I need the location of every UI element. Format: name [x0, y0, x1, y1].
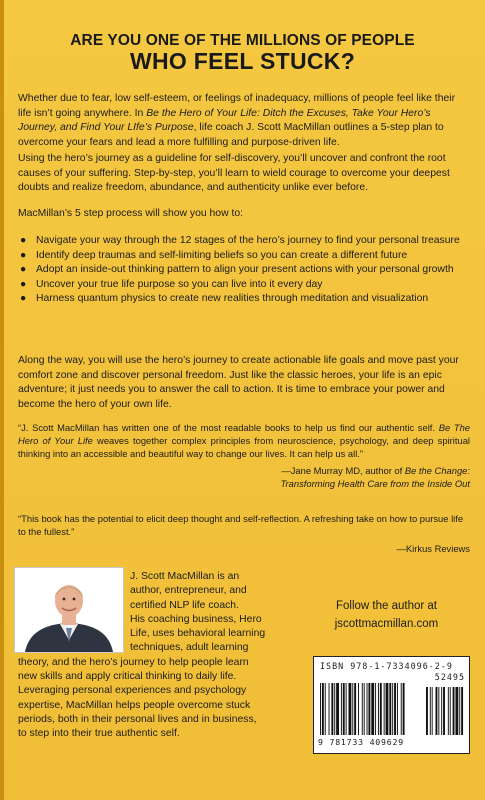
bio-line: techniques, adult learning [130, 642, 249, 654]
bio-line: author, entrepreneur, and [130, 585, 247, 597]
endorsement-quote-2-text: “This book has the potential to elicit deep thought and self-reflection. A refreshing take on how to pursue life to the fullest.” [18, 513, 464, 537]
bio-line: to step into their true authentic self. [18, 728, 180, 740]
list-item-text: Identify deep traumas and self-limiting beliefs so you can create a different future [36, 249, 408, 261]
endorsement-quote-2-attribution: —Kirkus Reviews [396, 543, 470, 554]
quote-1-book-title: Be The Hero of Your Life [18, 422, 470, 446]
paragraph-3-text: MacMillan’s 5 step process will show you how to: [18, 208, 244, 219]
isbn-number: ISBN 978-1-7334096-2-9 [320, 661, 453, 671]
bio-line: new skills and apply critical thinking to daily life. [18, 671, 237, 683]
isbn-barcode [313, 656, 470, 754]
bio-line: His coaching business, Hero [130, 613, 262, 625]
endorsement-quote-1-text [18, 421, 470, 460]
bio-line: periods, both in their personal lives and in business, [18, 713, 257, 725]
list-item-text: Uncover your true life purpose so you can live into it every day [36, 278, 323, 290]
quote-1-author: —Jane Murray MD, author of [281, 465, 405, 476]
intro-text-start: Whether due to fear, low self-esteem, or feelings of inadequacy, millions of people feel like their life isn’t going anywhere. In [18, 93, 456, 119]
quote-1-part-b: weaves together complex principles from neuroscience, psychology, and deep spiritual thinking into an accessible and beautiful way to change our lives. It can help us all.” [18, 435, 470, 459]
intro-text-end: , life coach J. Scott MacMillan outlines a 5-step plan to overcome your fears and lead a more fulfilling and purpose-driven life. [18, 122, 444, 148]
cover-spine-edge [0, 0, 4, 800]
list-item [18, 292, 470, 307]
headline-line-1: ARE YOU ONE OF THE MILLIONS OF PEOPLE [70, 32, 415, 49]
author-bio [18, 570, 306, 742]
list-item [18, 278, 470, 293]
bio-line: expertise, MacMillan helps people overcome stuck [18, 699, 251, 711]
bio-line: theory, and the hero’s journey to help people learn [18, 656, 249, 668]
steps-list [18, 234, 470, 307]
bio-line: J. Scott MacMillan is an [130, 571, 240, 582]
follow-author-label: Follow the author at [335, 600, 437, 612]
quote-1-part-a: “J. Scott MacMillan has written one of the most readable books to help us find our authentic self. [18, 422, 439, 433]
author-website[interactable]: jscottmacmillan.com [334, 618, 439, 630]
price-code: 52495 [434, 672, 465, 682]
quote-1-author-book-line-2: Transforming Health Care from the Inside Out [280, 478, 470, 489]
paragraph-4-text: Along the way, you will use the hero’s journey to create actionable life goals and move past your comfort zone and discover personal freedom. Just like the classic heroes, your life is an epic adventure; it just needs you to answer the call to action. It is time to embrace your power and become the hero of your own life. [18, 355, 459, 410]
bullet-icon: ● [20, 235, 27, 246]
paragraph-2 [18, 152, 470, 196]
bullet-icon: ● [20, 293, 27, 305]
endorsement-quote-1-attribution [18, 464, 470, 490]
bio-line: certified NLP life coach. [130, 599, 239, 611]
quote-1-author-book-line-1: Be the Change: [404, 465, 470, 476]
endorsement-quote-1 [18, 421, 470, 490]
paragraph-4 [18, 354, 470, 412]
bullet-icon: ● [20, 249, 27, 261]
headline-line-2: WHO FEEL STUCK? [129, 48, 356, 74]
bullet-icon: ● [20, 264, 27, 276]
bullet-icon: ● [20, 278, 27, 290]
intro-paragraph [18, 92, 470, 150]
barcode-bars-icon [318, 683, 465, 735]
list-item [18, 263, 470, 278]
endorsement-quote-2 [18, 512, 470, 555]
list-item-text: Navigate your way through the 12 stages of the hero’s journey to find your personal treasure [36, 235, 460, 246]
bio-line: Life, uses behavioral learning [130, 628, 266, 640]
bio-line: Leveraging personal experiences and psychology [18, 685, 247, 697]
list-item [18, 234, 470, 249]
paragraph-2-text: Using the hero’s journey as a guideline for self-discovery, you’ll uncover and confront the root causes of your suffering. Step-by-step, you’ll learn to wield courage to overcome your deepest doubts and realize freedom, abundance, and authenticity unlike ever before. [18, 153, 450, 194]
list-item [18, 249, 470, 264]
intro-book-title: Be the Hero of Your Life: Ditch the Excuses, Take Your Hero’s Journey, and Find Your LIfe’s Purpose [18, 107, 431, 134]
barcode-digits: 9 781733 409629 [318, 737, 404, 747]
list-item-text: Harness quantum physics to create new realities through meditation and visualization [36, 293, 429, 305]
paragraph-3 [18, 207, 470, 222]
list-item-text: Adopt an inside-out thinking pattern to align your present actions with your personal growth [36, 264, 454, 276]
